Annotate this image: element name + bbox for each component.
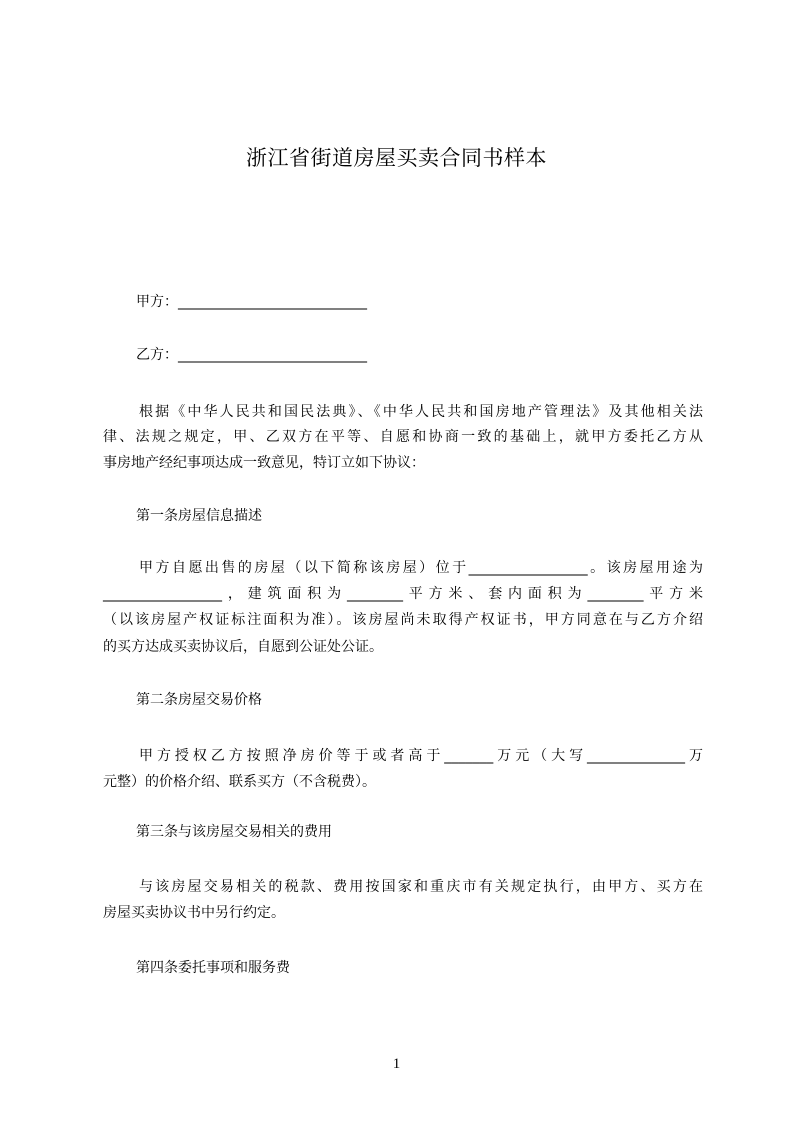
article-4-heading: 第四条委托事项和服务费 xyxy=(136,960,290,976)
article-3-line: 与该房屋交易相关的税款、费用按国家和重庆市有关规定执行，由甲方、买方在 xyxy=(139,879,703,895)
preamble-line: 根据《中华人民共和国民法典》、《中华人民共和国房地产管理法》及其他相关法 xyxy=(139,404,703,420)
article-1-line: 的买方达成买卖协议后，自愿到公证处公证。 xyxy=(103,639,383,655)
page-number: 1 xyxy=(392,1056,401,1072)
article-3-heading: 第三条与该房屋交易相关的费用 xyxy=(136,824,332,840)
article-1-heading: 第一条房屋信息描述 xyxy=(136,508,262,524)
preamble-line: 事房地产经纪事项达成一致意见，特订立如下协议： xyxy=(103,455,425,471)
party-b-line: 乙方：___________________________ xyxy=(136,347,367,363)
article-1-line: （以该房屋产权证标注面积为准）。该房屋尚未取得产权证书，甲方同意在与乙方介绍 xyxy=(103,612,703,628)
article-3-line: 房屋买卖协议书中另行约定。 xyxy=(103,905,285,921)
article-1-line: 甲方自愿出售的房屋（以下简称该房屋）位于_________________。该房屋用途为 xyxy=(139,560,703,576)
party-a-line: 甲方：___________________________ xyxy=(136,294,367,310)
document-title: 浙江省街道房屋买卖合同书样本 xyxy=(246,146,547,170)
preamble-line: 律、法规之规定，甲、乙双方在平等、自愿和协商一致的基础上，就甲方委托乙方从 xyxy=(103,429,703,445)
article-2-line: 元整）的价格介绍、联系买方（不含税费）。 xyxy=(103,774,376,790)
article-2-heading: 第二条房屋交易价格 xyxy=(136,692,262,708)
article-1-line: _________________，建筑面积为________平方米、套内面积为________平方米 xyxy=(103,586,703,602)
article-2-line: 甲方授权乙方按照净房价等于或者高于_______万元（大写______________万 xyxy=(139,748,703,764)
